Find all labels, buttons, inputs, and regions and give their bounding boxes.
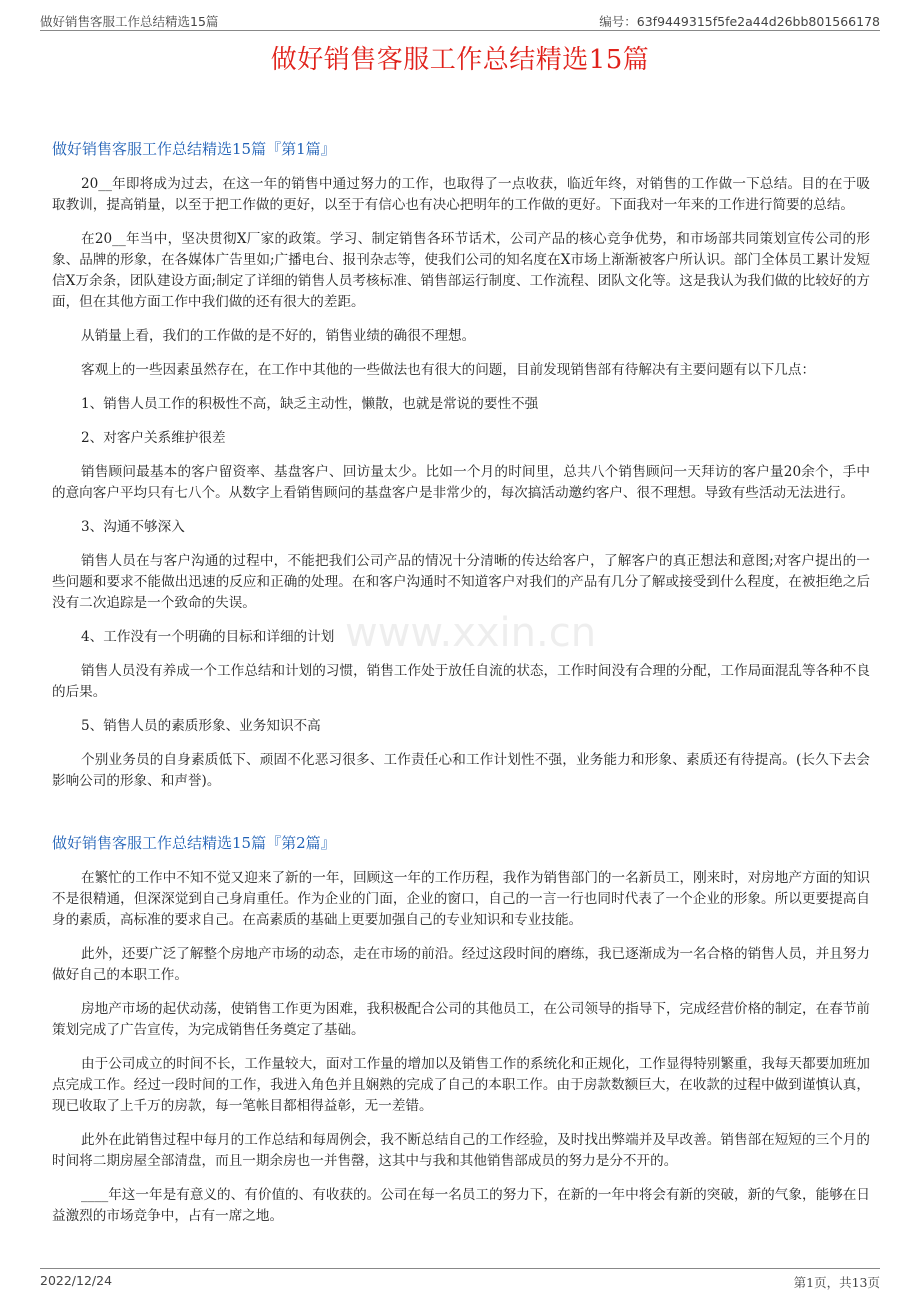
document-title: 做好销售客服工作总结精选15篇 bbox=[270, 45, 650, 75]
section-heading: 做好销售客服工作总结精选15篇『第2篇』 bbox=[52, 834, 336, 852]
watermark: www.xxin.cn bbox=[345, 610, 597, 656]
paragraph: 此外，还要广泛了解整个房地产市场的动态，走在市场的前沿。经过这段时间的磨练，我已逐渐成为一名合格的销售人员，并且努力做好自己的本职工作。 bbox=[52, 946, 870, 983]
list-item: 3、沟通不够深入 bbox=[81, 519, 185, 535]
paragraph: 从销量上看，我们的工作做的是不好的，销售业绩的确很不理想。 bbox=[81, 328, 476, 344]
paragraph: 客观上的一些因素虽然存在，在工作中其他的一些做法也有很大的问题，目前发现销售部有待解决有主要问题有以下几点： bbox=[81, 362, 816, 378]
page-header bbox=[40, 8, 880, 31]
page-footer bbox=[40, 1268, 880, 1291]
paragraph: 由于公司成立的时间不长，工作量较大，面对工作量的增加以及销售工作的系统化和正规化，工作显得特别繁重，我每天都要加班加点完成工作。经过一段时间的工作，我进入角色并且娴熟的完成了自己的本职工作。由于房款数额巨大，在收款的过程中做到谨慎认真，现已收取了上千万的房款，每一笔帐目都相得益彰，无一差错。 bbox=[52, 1056, 870, 1114]
list-item: 4、工作没有一个明确的目标和详细的计划 bbox=[81, 629, 335, 645]
paragraph: 销售顾问最基本的客户留资率、基盘客户、回访量太少。比如一个月的时间里，总共八个销售顾问一天拜访的客户量20余个，手中的意向客户平均只有七八个。从数字上看销售顾问的基盘客户是非常少的，每次搞活动邀约客户、很不理想。导致有些活动无法进行。 bbox=[52, 464, 870, 501]
paragraph: 20__年即将成为过去，在这一年的销售中通过努力的工作，也取得了一点收获，临近年终，对销售的工作做一下总结。目的在于吸取教训，提高销量，以至于把工作做的更好，以至于有信心也有决心把明年的工作做的更好。下面我对一年来的工作进行简要的总结。 bbox=[52, 176, 870, 213]
paragraph: 在20__年当中，坚决贯彻X厂家的政策。学习、制定销售各环节话术，公司产品的核心竞争优势，和市场部共同策划宣传公司的形象、品牌的形象，在各媒体广告里如;广播电台、报刊杂志等，使我们公司的知名度在X市场上渐渐被客户所认识。部门全体员工累计发短信X万余条，团队建设方面;制定了详细的销售人员考核标准、销售部运行制度、工作流程、团队文化等。这是我认为我们做的比较好的方面，但在其他方面工作中我们做的还有很大的差距。 bbox=[52, 231, 870, 310]
page-number: 第1页，共13页 bbox=[793, 1275, 880, 1290]
paragraph: ____年这一年是有意义的、有价值的、有收获的。公司在每一名员工的努力下，在新的一年中将会有新的突破，新的气象，能够在日益激烈的市场竞争中，占有一席之地。 bbox=[52, 1187, 870, 1224]
paragraph: 此外在此销售过程中每月的工作总结和每周例会，我不断总结自己的工作经验，及时找出弊端并及早改善。销售部在短短的三个月的时间将二期房屋全部清盘，而且一期余房也一并售罄，这其中与我和其他销售部成员的努力是分不开的。 bbox=[52, 1132, 870, 1169]
list-item: 5、销售人员的素质形象、业务知识不高 bbox=[81, 718, 321, 734]
document-body bbox=[52, 138, 870, 1240]
header-doc-id: 编号：63f9449315f5fe2a44d26bb801566178 bbox=[599, 14, 880, 29]
paragraph: 销售人员在与客户沟通的过程中，不能把我们公司产品的情况十分清晰的传达给客户，了解客户的真正想法和意图;对客户提出的一些问题和要求不能做出迅速的反应和正确的处理。在和客户沟通时不知道客户对我们的产品有几分了解或接受到什么程度，在被拒绝之后没有二次追踪是一个致命的失误。 bbox=[52, 553, 870, 611]
paragraph: 在繁忙的工作中不知不觉又迎来了新的一年，回顾这一年的工作历程，我作为销售部门的一名新员工，刚来时，对房地产方面的知识不是很精通，但深深觉到自己身肩重任。作为企业的门面，企业的窗口，自己的一言一行也同时代表了一个企业的形象。所以更要提高自身的素质，高标准的要求自己。在高素质的基础上更要加强自己的专业知识和专业技能。 bbox=[52, 870, 870, 928]
list-item: 1、销售人员工作的积极性不高，缺乏主动性，懒散，也就是常说的要性不强 bbox=[81, 396, 539, 412]
footer-date: 2022/12/24 bbox=[40, 1273, 113, 1288]
section-heading: 做好销售客服工作总结精选15篇『第1篇』 bbox=[52, 140, 336, 158]
paragraph: 销售人员没有养成一个工作总结和计划的习惯，销售工作处于放任自流的状态，工作时间没有合理的分配，工作局面混乱等各种不良的后果。 bbox=[52, 663, 870, 700]
list-item: 2、对客户关系维护很差 bbox=[81, 430, 226, 446]
paragraph: 房地产市场的起伏动荡，使销售工作更为困难，我积极配合公司的其他员工，在公司领导的指导下，完成经营价格的制定，在春节前策划完成了广告宣传，为完成销售任务奠定了基础。 bbox=[52, 1001, 870, 1038]
header-doc-name: 做好销售客服工作总结精选15篇 bbox=[40, 14, 219, 29]
paragraph: 个别业务员的自身素质低下、顽固不化恶习很多、工作责任心和工作计划性不强，业务能力和形象、素质还有待提高。(长久下去会影响公司的形象、和声誉)。 bbox=[52, 752, 870, 789]
